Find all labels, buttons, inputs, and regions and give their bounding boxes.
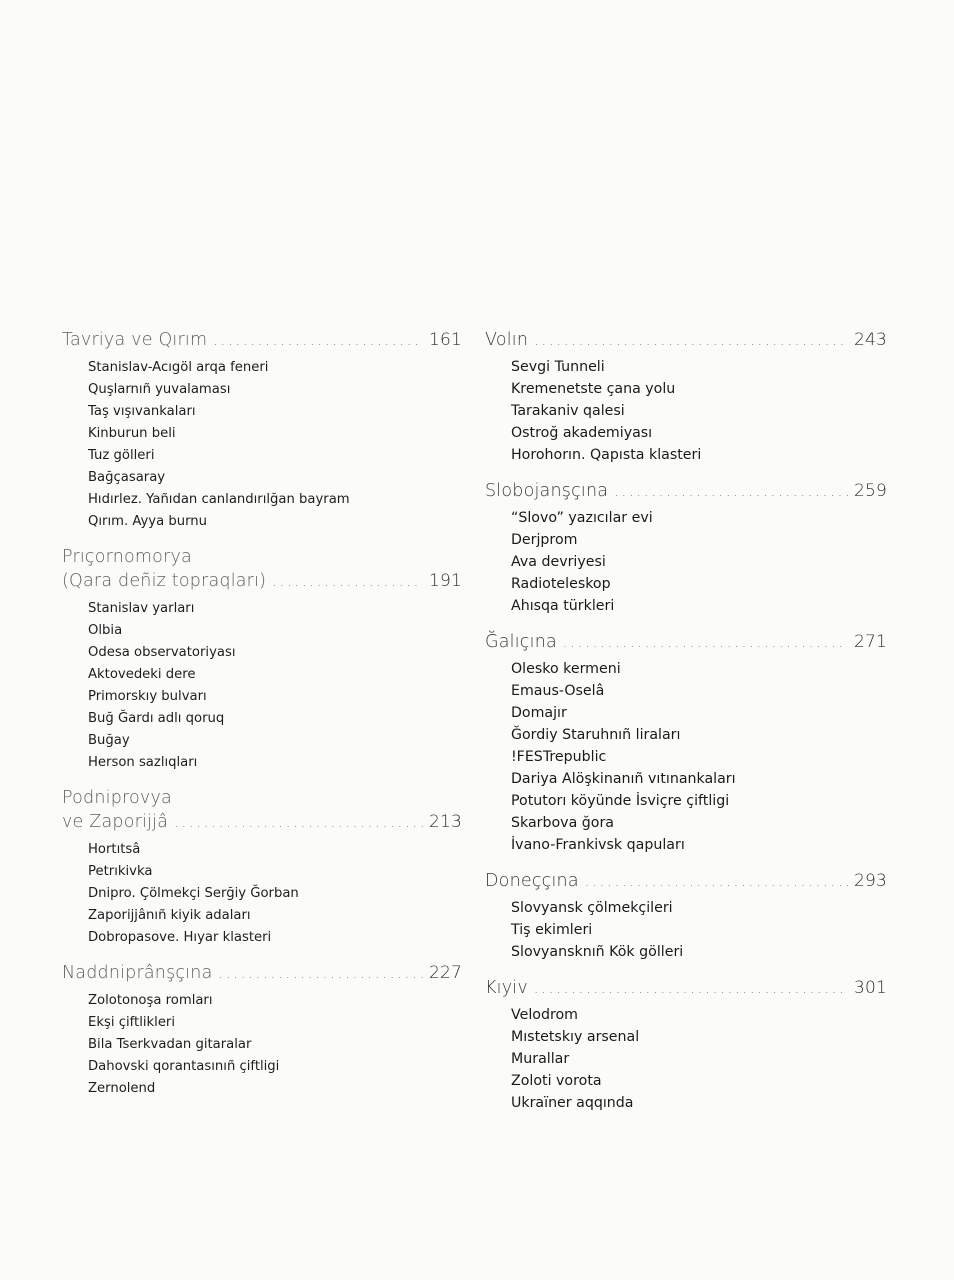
subsection-list — [485, 507, 887, 617]
section-title-line[interactable] — [485, 630, 887, 655]
subsection-item[interactable]: Dariya Alöşkinanıñ vıtınankaları — [511, 771, 736, 787]
subsection-item[interactable]: Domajır — [511, 705, 567, 721]
subsection-list — [485, 356, 887, 466]
dot-leader — [219, 962, 423, 986]
section-title-line[interactable] — [485, 328, 887, 353]
subsection-item[interactable]: Kremenetste çana yolu — [511, 381, 676, 397]
subsection-item[interactable]: Herson sazlıqları — [88, 755, 198, 770]
dot-leader — [272, 570, 423, 594]
subsection-item[interactable]: Skarbova ğora — [511, 815, 614, 831]
subsection-list — [485, 1004, 887, 1114]
page-number[interactable]: 227 — [428, 963, 462, 983]
dot-leader — [563, 631, 848, 655]
section-title-line[interactable] — [62, 569, 462, 594]
subsection-item[interactable]: Buğay — [88, 733, 130, 748]
section-title-line[interactable] — [485, 479, 887, 504]
section-title-line[interactable] — [62, 786, 462, 810]
subsection-list — [62, 990, 462, 1100]
page-number[interactable]: 293 — [853, 871, 887, 891]
subsection-item[interactable]: Odesa observatoriyası — [88, 645, 236, 660]
subsection-item[interactable]: Dnipro. Çölmekçi Serğiy Ğorban — [88, 886, 299, 901]
dot-leader — [614, 480, 848, 504]
subsection-item[interactable]: Mıstetskıy arsenal — [511, 1029, 640, 1045]
subsection-item[interactable]: Derjprom — [511, 532, 578, 548]
subsection-item[interactable]: Buğ Ğardı adlı qoruq — [88, 711, 225, 726]
subsection-item[interactable]: Stanislav-Acıgöl arqa feneri — [88, 360, 269, 375]
subsection-item[interactable]: Hıdırlez. Yañıdan canlandırılğan bayram — [88, 492, 350, 507]
section-title-line[interactable] — [485, 869, 887, 894]
subsection-item[interactable]: !FESTrepublic — [511, 749, 607, 765]
subsection-item[interactable]: Zernolend — [88, 1081, 156, 1096]
page-number[interactable]: 213 — [428, 812, 462, 832]
page-number[interactable]: 271 — [853, 632, 887, 652]
subsection-item[interactable]: Aktovedeki dere — [88, 667, 196, 682]
toc-section-pr-c-ornomorya — [62, 545, 462, 774]
subsection-item[interactable]: Ukraïner aqqında — [511, 1095, 634, 1111]
subsection-item[interactable]: Bağçasaray — [88, 470, 166, 485]
toc-section-k-yiv — [485, 976, 887, 1114]
toc-left-column — [62, 328, 462, 1100]
subsection-item[interactable]: Zolotonoşa romları — [88, 993, 213, 1008]
subsection-list — [62, 598, 462, 774]
toc-section-podniprovya — [62, 786, 462, 949]
subsection-list — [62, 839, 462, 949]
subsection-item[interactable]: İvano-Frankivsk qapuları — [511, 837, 685, 853]
section-title-line[interactable] — [485, 976, 887, 1001]
toc-section-donec-c-na — [485, 869, 887, 963]
section-title-line[interactable] — [62, 961, 462, 986]
subsection-item[interactable]: Dahovski qorantasınıñ çiftligi — [88, 1059, 280, 1074]
subsection-item[interactable]: Bila Tserkvadan gitaralar — [88, 1037, 252, 1052]
section-title[interactable]: ve Zaporijjâ — [62, 812, 169, 832]
subsection-list — [62, 357, 462, 533]
subsection-item[interactable]: Tiş ekimleri — [511, 922, 593, 938]
subsection-item[interactable]: Olesko kermeni — [511, 661, 621, 677]
subsection-item[interactable]: Primorskıy bulvarı — [88, 689, 207, 704]
section-title-line[interactable] — [62, 328, 462, 353]
dot-leader — [174, 811, 423, 835]
subsection-item[interactable]: Slovyansk çölmekçileri — [511, 900, 673, 916]
section-title[interactable]: Prıçornomorya — [62, 547, 192, 567]
section-title[interactable]: Kıyiv — [485, 978, 528, 998]
page-number[interactable]: 301 — [853, 978, 887, 998]
subsection-item[interactable]: Zoloti vorota — [511, 1073, 602, 1089]
subsection-item[interactable]: Petrıkivka — [88, 864, 153, 879]
subsection-item[interactable]: Slovyansknıñ Kök gölleri — [511, 944, 684, 960]
page-number[interactable]: 243 — [853, 330, 887, 350]
subsection-item[interactable]: Stanislav yarları — [88, 601, 195, 616]
subsection-item[interactable]: Qırım. Ayya burnu — [88, 514, 208, 529]
page-number[interactable]: 259 — [853, 481, 887, 501]
toc-section-vol-n — [485, 328, 887, 466]
subsection-item[interactable]: Ostroğ akademiyası — [511, 425, 653, 441]
subsection-item[interactable]: Potutorı köyünde İsviçre çiftligi — [511, 793, 730, 809]
toc-section-naddnipra-ns-c-na — [62, 961, 462, 1100]
subsection-item[interactable]: Dobropasove. Hıyar klasteri — [88, 930, 272, 945]
section-title[interactable]: Doneççına — [485, 871, 579, 891]
section-title[interactable]: Podniprovya — [62, 788, 172, 808]
section-title[interactable]: (Qara deñiz topraqları) — [62, 571, 267, 591]
toc-right-column — [485, 328, 887, 1114]
section-title-line[interactable] — [62, 810, 462, 835]
subsection-item[interactable]: Olbia — [88, 623, 123, 638]
subsection-item[interactable]: Zaporijjânıñ kiyik adaları — [88, 908, 251, 923]
toc-section-slobojans-c-na — [485, 479, 887, 617]
subsection-list — [485, 658, 887, 856]
subsection-item[interactable]: Ğordiy Staruhnıñ liraları — [511, 727, 681, 743]
section-title[interactable]: Slobojanşçına — [485, 481, 609, 501]
page-number[interactable]: 161 — [428, 330, 462, 350]
subsection-item[interactable]: Taş vışıvankaları — [88, 404, 196, 419]
toc-section-tavriya-ve-q-r-m — [62, 328, 462, 533]
section-title[interactable]: Ğalıçına — [485, 632, 557, 652]
section-title[interactable]: Tavriya ve Qırım — [62, 330, 208, 350]
subsection-item[interactable]: Tarakaniv qalesi — [511, 403, 625, 419]
subsection-item[interactable]: Ava devriyesi — [511, 554, 606, 570]
dot-leader — [534, 977, 848, 1001]
dot-leader — [585, 870, 848, 894]
subsection-item[interactable]: Horohorın. Qapısta klasteri — [511, 447, 702, 463]
page-number[interactable]: 191 — [428, 571, 462, 591]
subsection-item[interactable]: “Slovo” yazıcılar evi — [511, 510, 653, 526]
section-title[interactable]: Naddniprânşçına — [62, 963, 213, 983]
subsection-item[interactable]: Emaus-Oselâ — [511, 683, 605, 699]
dot-leader — [213, 329, 423, 353]
subsection-item[interactable]: Hortıtsâ — [88, 842, 141, 857]
subsection-item[interactable]: Quşlarnıñ yuvalaması — [88, 382, 231, 397]
toc-section-g-al-c-na — [485, 630, 887, 856]
subsection-item[interactable]: Radioteleskop — [511, 576, 611, 592]
subsection-item[interactable]: Murallar — [511, 1051, 570, 1067]
subsection-list — [485, 897, 887, 963]
subsection-item[interactable]: Ekşi çiftlikleri — [88, 1015, 176, 1030]
subsection-item[interactable]: Velodrom — [511, 1007, 578, 1023]
section-title-line[interactable] — [62, 545, 462, 569]
subsection-item[interactable]: Kinburun beli — [88, 426, 176, 441]
section-title[interactable]: Volın — [485, 330, 529, 350]
subsection-item[interactable]: Ahısqa türkleri — [511, 598, 615, 614]
dot-leader — [534, 329, 848, 353]
subsection-item[interactable]: Tuz gölleri — [88, 448, 155, 463]
subsection-item[interactable]: Sevgi Tunneli — [511, 359, 605, 375]
